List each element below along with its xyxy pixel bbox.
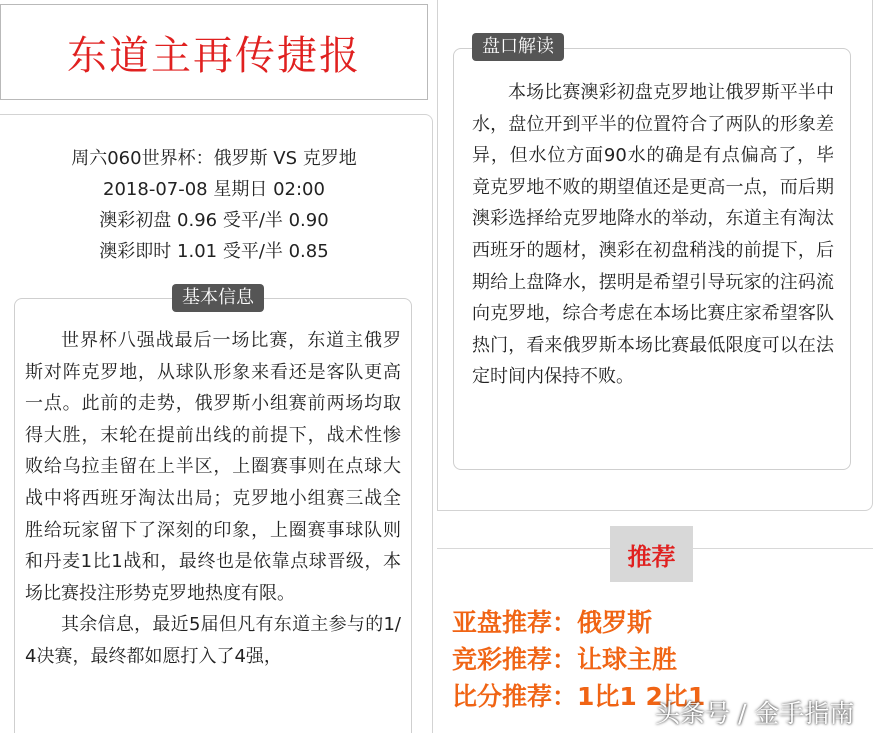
odds-analysis-tag: 盘口解读 xyxy=(472,33,564,61)
lottery-pick: 竞彩推荐：让球主胜 xyxy=(452,645,678,674)
watermark: 头条号 / 金手指南 xyxy=(655,699,855,728)
match-time: 2018-07-08 星期日 02:00 xyxy=(103,179,325,200)
live-odds: 澳彩即时 1.01 受平/半 0.85 xyxy=(99,241,329,262)
asian-handicap-pick: 亚盘推荐：俄罗斯 xyxy=(452,608,653,637)
page-title: 东道主再传捷报 xyxy=(67,32,361,79)
basic-info-paragraph-1: 世界杯八强战最后一场比赛，东道主俄罗斯对阵克罗地，从球队形象来看还是客队更高一点。此前的走势，俄罗斯小组赛前两场均取得大胜，末轮在提前出线的前提下，战术性惨败给乌拉圭留在上半区，上圈赛事则在点球大战中将西班牙淘汰出局；克罗地小组赛三战全胜给玩家留下了深刻的印象，上圈赛事球队则和丹麦1比1战和，最终也是依靠点球晋级，本场比赛投注形势克罗地热度有限。 xyxy=(25,330,401,604)
match-teams: 周六060世界杯：俄罗斯 VS 克罗地 xyxy=(71,148,357,169)
match-info xyxy=(0,143,428,267)
recommend-tag: 推荐 xyxy=(610,526,693,582)
basic-info-box xyxy=(14,298,412,733)
odds-analysis-paragraph: 本场比赛澳彩初盘克罗地让俄罗斯平半中水，盘位开到平半的位置符合了两队的形象差异，但水位方面90水的确是有点偏高了，毕竟克罗地不败的期望值还是更高一点，而后期澳彩选择给克罗地降水的举动，东道主有淘汰西班牙的题材，澳彩在初盘稍浅的前提下，后期给上盘降水，摆明是希望引导玩家的注码流向克罗地，综合考虑在本场比赛庄家希望客队热门，看来俄罗斯本场比赛最低限度可以在法定时间内保持不败。 xyxy=(472,82,834,388)
basic-info-text xyxy=(25,325,401,673)
initial-odds: 澳彩初盘 0.96 受平/半 0.90 xyxy=(99,210,329,231)
odds-analysis-text xyxy=(472,77,834,393)
score-pick: 比分推荐：1比1 2比1 xyxy=(452,682,706,711)
title-box xyxy=(0,4,428,100)
basic-info-tag: 基本信息 xyxy=(172,284,264,312)
odds-analysis-box xyxy=(453,48,851,470)
basic-info-paragraph-2: 其余信息，最近5届但凡有东道主参与的1/4决赛，最终都如愿打入了4强， xyxy=(25,614,401,667)
